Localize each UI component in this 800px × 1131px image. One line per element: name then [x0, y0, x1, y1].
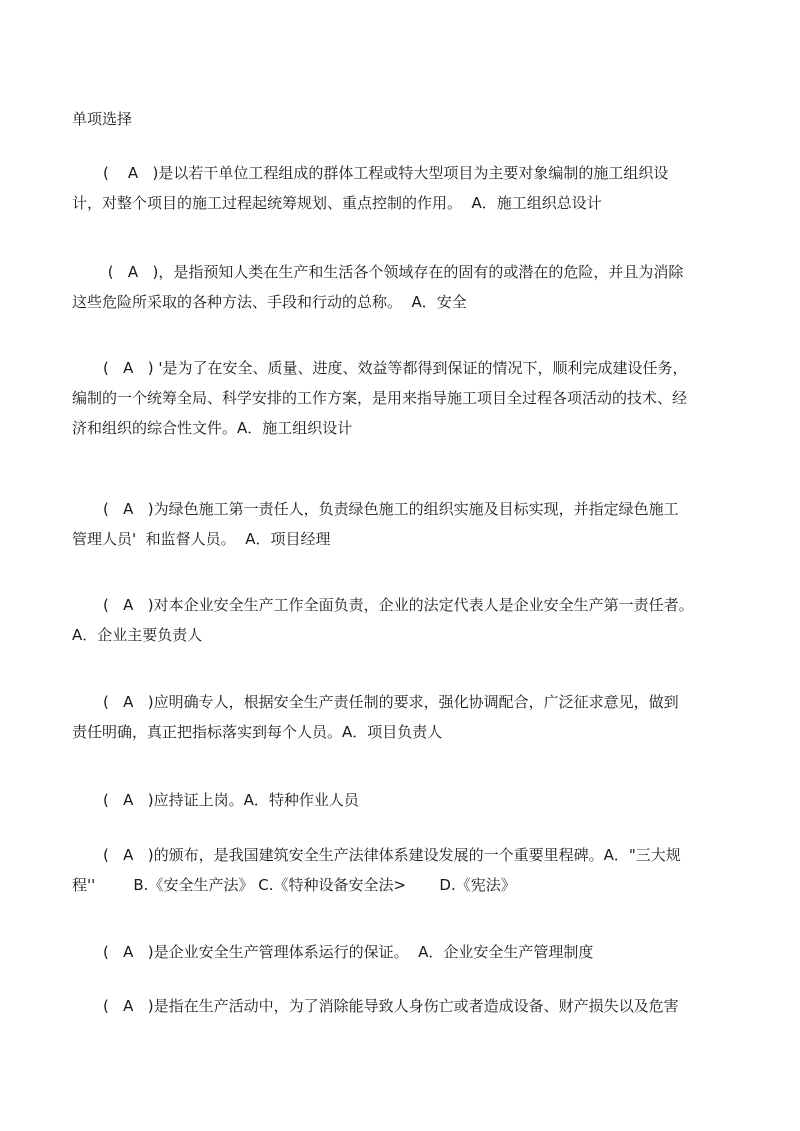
question-8 [72, 840, 732, 900]
question-line: 这些危险所采取的各种方法、手段和行动的总称。 A．安全 [72, 293, 467, 311]
question-line: ( A )是指在生产活动中，为了消除能导致人身伤亡或者造成设备、财产损失以及危害 [103, 997, 679, 1015]
question-line: ( A )，是指预知人类在生产和生活各个领域存在的固有的或潜在的危险，并且为消除 [103, 263, 684, 281]
question-3 [72, 353, 732, 443]
question-line: ( A ) '是为了在安全、质量、进度、效益等都得到保证的情况下，顺利完成建设任务， [103, 359, 688, 377]
question-line: ( A )是以若干单位工程组成的群体工程或特大型项目为主要对象编制的施工组织设 [103, 164, 669, 182]
question-9 [72, 937, 732, 967]
question-line: 程'' B.《安全生产法》 C.《特种设备安全法> D.《宪法》 [72, 876, 516, 894]
question-line: A．企业主要负责人 [72, 626, 203, 644]
question-line: ( A )的颁布，是我国建筑安全生产法律体系建设发展的一个重要里程碑。A．"三大规 [103, 846, 681, 864]
question-1 [72, 158, 732, 218]
question-4 [72, 494, 732, 554]
section-title: 单项选择 [72, 110, 133, 128]
question-line: ( A )应持证上岗。A．特种作业人员 [103, 791, 359, 809]
question-line: 责任明确，真正把指标落实到每个人员。A．项目负责人 [72, 723, 443, 741]
question-line: ( A )应明确专人，根据安全生产责任制的要求，强化协调配合，广泛征求意见，做到 [103, 693, 679, 711]
question-6 [72, 687, 732, 747]
question-2 [72, 257, 732, 317]
question-line: ( A )对本企业安全生产工作全面负责，企业的法定代表人是企业安全生产第一责任者。 [103, 596, 694, 614]
question-line: 编制的一个统筹全局、科学安排的工作方案，是用来指导施工项目全过程各项活动的技术、经 [72, 389, 688, 407]
question-line: 管理人员' 和监督人员。 A．项目经理 [72, 530, 331, 548]
question-7 [72, 785, 732, 815]
question-10 [72, 991, 732, 1021]
question-5 [72, 590, 732, 650]
question-line: ( A )是企业安全生产管理体系运行的保证。 A．企业安全生产管理制度 [103, 943, 594, 961]
question-line: ( A )为绿色施工第一责任人，负责绿色施工的组织实施及目标实现，并指定绿色施工 [103, 500, 679, 518]
question-line: 计，对整个项目的施工过程起统筹规划、重点控制的作用。 A．施工组织总设计 [72, 194, 602, 212]
question-line: 济和组织的综合性文件。A．施工组织设计 [72, 419, 353, 437]
